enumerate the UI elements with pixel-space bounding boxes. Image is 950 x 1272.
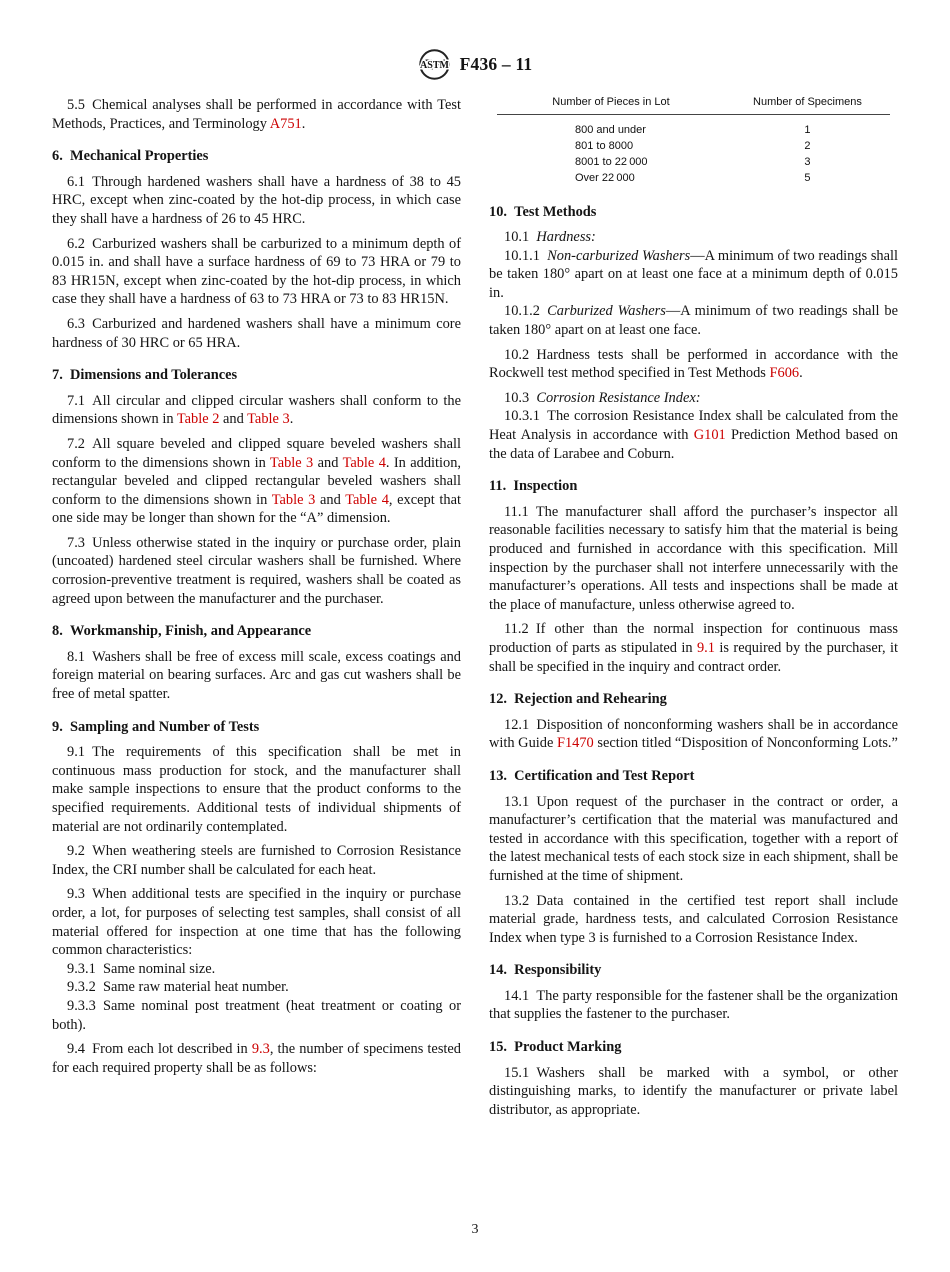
text-run: 9.3 When additional tests are specified in the inquiry or purchase order, a lot, for purposes of selecting test samples, shall consist of all material offered for inspection at one time that has the following common characteristics: xyxy=(52,886,461,959)
paragraph xyxy=(489,793,898,886)
text-run: 12.1 Disposition of nonconforming washers shall be in accordance with Guide xyxy=(489,716,898,752)
section-heading: 14. Responsibility xyxy=(489,962,602,979)
text-run: 14.1 The party responsible for the fastener shall be the organization that supplies the fastener to the purchaser. xyxy=(489,987,898,1023)
page-footer xyxy=(0,1222,950,1238)
astm-logo-icon xyxy=(418,48,451,81)
reference-link[interactable]: Table 4 xyxy=(345,491,389,508)
table-cell: 8001 to 22 000 xyxy=(575,156,648,168)
text-run: 5.5 Chemical analyses shall be performed in accordance with Test Methods, Practices, and Terminology xyxy=(52,97,461,132)
text-run: and xyxy=(313,454,343,471)
paragraph xyxy=(52,235,461,309)
reference-link[interactable]: Table 4 xyxy=(342,454,386,471)
text-run: 6.2 Carburized washers shall be carburized to a minimum depth of 0.015 in. and shall have a surface hardness of 69 to 73 HRA or 79 to 83 HR15N, except when zinc-coated by the hot-dip process, in which case they shall have a hardness of 63 to 73 HRA or 73 to 83 HR15N. xyxy=(52,235,461,308)
table-cell: 1 xyxy=(804,124,811,136)
table-cell: 3 xyxy=(804,156,811,168)
page-header xyxy=(52,46,898,82)
text-run: is required by the purchaser, it shall be specified in the inquiry and contract order. xyxy=(489,639,898,675)
paragraph xyxy=(489,247,898,303)
paragraph xyxy=(52,960,461,979)
paragraph xyxy=(52,435,461,528)
text-run: . In addition, rectangular beveled and clipped rectangular beveled washers shall conform to the dimensions shown in xyxy=(52,454,462,508)
reference-link[interactable]: Table 3 xyxy=(247,411,290,428)
paragraph xyxy=(52,173,461,229)
reference-link[interactable]: Table 3 xyxy=(269,454,314,471)
paragraph xyxy=(489,1064,898,1120)
section-heading: 15. Product Marking xyxy=(489,1039,622,1056)
text-run: , the number of specimens tested for each required property shall be as follows: xyxy=(52,1041,461,1076)
page-number: 3 xyxy=(471,1222,479,1237)
table-column-header: Number of Specimens xyxy=(725,96,890,115)
paragraph xyxy=(52,392,461,429)
section-heading: 6. Mechanical Properties xyxy=(52,148,209,165)
table-cell: 2 xyxy=(804,140,811,152)
section-heading: 13. Certification and Test Report xyxy=(489,767,695,784)
text-run: , except that one side may be longer than shown for the “A” dimension. xyxy=(52,491,461,527)
text-run: 9.3.1 Same nominal size. xyxy=(67,960,216,977)
text-run: —A minimum of two readings shall be taken 180° apart on at least one face at a minimum depth of 0.015 in. xyxy=(489,247,898,301)
emphasis-text: Hardness: xyxy=(536,229,596,246)
emphasis-text: Corrosion Resistance Index: xyxy=(536,389,701,406)
document-designation: F436 – 11 xyxy=(459,53,533,74)
table-row xyxy=(497,155,890,171)
specimens-table xyxy=(497,96,890,187)
text-run: 11.2 If other than the normal inspection for continuous mass production of parts as stipulated in xyxy=(489,621,898,656)
reference-link[interactable]: 9.1 xyxy=(696,639,715,656)
paragraph xyxy=(489,620,898,676)
paragraph xyxy=(52,1040,461,1077)
table-column-header: Number of Pieces in Lot xyxy=(497,96,725,115)
emphasis-text: Carburized Washers xyxy=(547,303,666,320)
text-run: 9.4 From each lot described in xyxy=(67,1041,252,1058)
paragraph xyxy=(489,407,898,463)
reference-link[interactable]: G101 xyxy=(693,427,726,444)
text-run: 8.1 Washers shall be free of excess mill scale, excess coatings and foreign material on bearing surfaces. Arc and gas cut washers shall be free of metal spatter. xyxy=(52,648,461,703)
paragraph xyxy=(52,743,461,836)
text-run: 6.1 Through hardened washers shall have a hardness of 38 to 45 HRC, except when zinc-coated by the hot-dip process, in which case they shall have a hardness of 26 to 45 HRC. xyxy=(52,173,461,227)
section-heading: 7. Dimensions and Tolerances xyxy=(52,367,238,384)
section-heading: 9. Sampling and Number of Tests xyxy=(52,718,260,735)
right-column xyxy=(489,96,898,1119)
text-run: 7.1 All circular and clipped circular washers shall conform to the dimensions shown in xyxy=(52,392,461,428)
text-run: 10.3.1 The corrosion Resistance Index shall be calculated from the Heat Analysis in accordance with xyxy=(489,408,898,444)
section-heading: 12. Rejection and Rehearing xyxy=(489,691,667,708)
table-cell: 5 xyxy=(804,172,811,184)
table-header-row xyxy=(497,96,890,115)
paragraph xyxy=(52,648,461,704)
paragraph xyxy=(52,842,461,879)
text-run: 9.2 When weathering steels are furnished to Corrosion Resistance Index, the CRI number shall be calculated for each heat. xyxy=(52,843,461,878)
two-column-body xyxy=(52,96,898,1119)
table-row xyxy=(497,171,890,187)
paragraph xyxy=(489,228,898,247)
table-cell: 801 to 8000 xyxy=(575,140,634,152)
text-run: 10.3 xyxy=(504,389,537,406)
section-heading: 11. Inspection xyxy=(489,478,578,495)
table-row xyxy=(497,115,890,139)
reference-link[interactable]: 9.3 xyxy=(251,1041,270,1058)
paragraph xyxy=(489,987,898,1024)
text-run: —A minimum of two readings shall be taken 180° apart on at least one face. xyxy=(489,303,898,339)
text-run: 9.3.3 Same nominal post treatment (heat treatment or coating or both). xyxy=(52,997,461,1033)
text-run: . xyxy=(301,115,306,132)
section-heading: 8. Workmanship, Finish, and Appearance xyxy=(52,623,312,640)
paragraph xyxy=(489,716,898,753)
paragraph xyxy=(489,892,898,948)
paragraph xyxy=(489,346,898,383)
text-run: and xyxy=(219,411,248,428)
table-cell: Over 22 000 xyxy=(575,172,635,184)
reference-link[interactable]: A751 xyxy=(269,115,302,132)
reference-link[interactable]: Table 2 xyxy=(176,411,220,428)
paragraph xyxy=(489,503,898,615)
text-run: Prediction Method based on the data of Larabee and Coburn. xyxy=(489,427,898,462)
text-run: 13.2 Data contained in the certified test report shall include material grade, hardness tests, and calculated Corrosion Resistance Index when type 3 is furnished to a Corrosion Resistance Index. xyxy=(489,892,898,946)
reference-link[interactable]: F606 xyxy=(769,365,800,382)
text-run: 10.1.1 xyxy=(504,247,548,264)
paragraph xyxy=(489,302,898,339)
svg-text:ASTM: ASTM xyxy=(419,59,449,71)
paragraph xyxy=(52,997,461,1034)
text-run: 10.1 xyxy=(504,229,537,246)
text-run: . xyxy=(289,411,294,428)
text-run: 9.1 The requirements of this specification shall be met in continuous mass production for stock, and the manufacturer shall make sample inspections to ensure that the product conforms to the specified requirements. Additional tests of individual shipments of material are not ordinarily contemplated. xyxy=(52,744,461,835)
text-run: 10.2 Hardness tests shall be performed in accordance with the Rockwell test method specified in Test Methods xyxy=(489,346,898,382)
text-run: and xyxy=(315,491,346,508)
section-heading: 10. Test Methods xyxy=(489,203,597,220)
paragraph xyxy=(52,978,461,997)
text-run: 11.1 The manufacturer shall afford the purchaser’s inspector all reasonable facilities necessary to satisfy him that the material is being produced and furnished in accordance with this specification. Mill inspection by the purchaser shall not interfere unnecessarily with the manufacturer’s operations. All tests and inspections shall be made at the place of manufacture, unless otherwise agreed to. xyxy=(489,503,898,613)
reference-link[interactable]: F1470 xyxy=(556,735,594,752)
text-run: 7.3 Unless otherwise stated in the inquiry or purchase order, plain (uncoated) hardened steel circular washers shall be furnished. Where corrosion-preventive treatment is required, washers shall be coated as agreed upon between the manufacturer and the purchaser. xyxy=(52,534,461,607)
text-run: section titled “Disposition of Nonconforming Lots.” xyxy=(593,735,898,752)
paragraph xyxy=(489,389,898,408)
left-column xyxy=(52,96,461,1119)
paragraph xyxy=(52,534,461,608)
text-run: . xyxy=(799,365,803,382)
emphasis-text: Non-carburized Washers xyxy=(547,247,691,264)
table-row xyxy=(497,139,890,155)
text-run: 6.3 Carburized and hardened washers shall have a minimum core hardness of 30 HRC or 65 HRA. xyxy=(52,315,461,351)
text-run: 7.2 All square beveled and clipped square beveled washers shall conform to the dimensions shown in xyxy=(52,435,461,471)
paragraph xyxy=(52,96,461,133)
paragraph xyxy=(52,885,461,959)
text-run: 10.1.2 xyxy=(504,303,548,320)
text-run: 9.3.2 Same raw material heat number. xyxy=(67,979,289,996)
paragraph xyxy=(52,315,461,352)
text-run: 15.1 Washers shall be marked with a symbol, or other distinguishing marks, to identify the manufacturer or private label distributor, as appropriate. xyxy=(489,1064,898,1118)
table-cell: 800 and under xyxy=(575,124,646,136)
text-run: 13.1 Upon request of the purchaser in the contract or order, a manufacturer’s certification that the material was manufactured and tested in accordance with this specification, together with a report of the latest mechanical tests of each stock size in each shipment, shall be furnished at the time of shipment. xyxy=(489,793,898,884)
reference-link[interactable]: Table 3 xyxy=(271,491,316,508)
